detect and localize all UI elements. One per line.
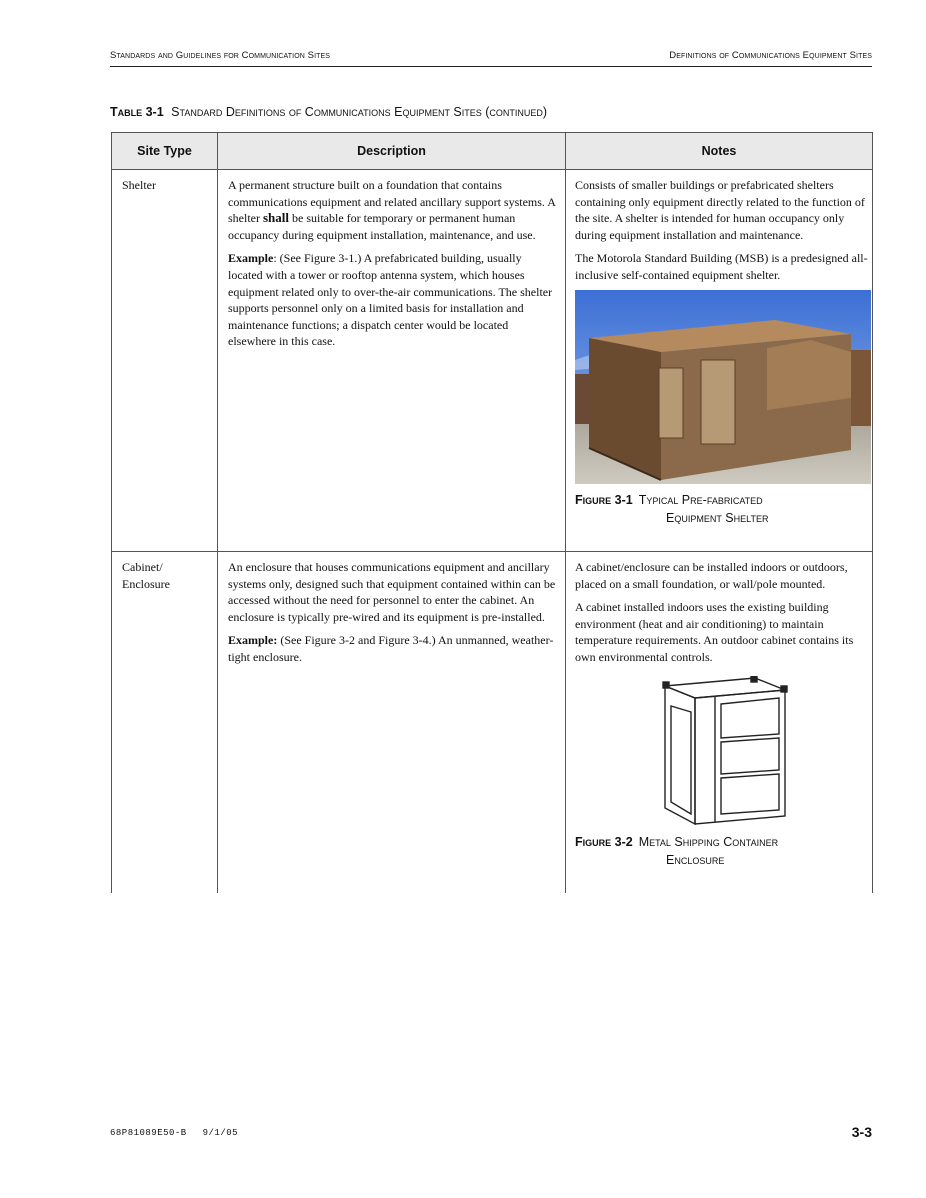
header-right-title: Definitions of Communications Equipment Sites <box>669 50 872 61</box>
figure-3-1-caption: Figure 3-1 Typical Pre-fabricated Equipment Shelter <box>575 492 769 526</box>
notes-cell <box>566 170 873 552</box>
document-footer <box>110 1128 248 1138</box>
table-title: Standard Definitions of Communications Equipment Sites (continued) <box>171 105 548 119</box>
document-id: 68P81089E50-B <box>110 1128 187 1138</box>
table-row-shelter <box>112 170 873 552</box>
equipment-shelter-photo <box>575 290 871 484</box>
column-header-notes: Notes <box>566 133 873 170</box>
site-type-cabinet: Cabinet/ <box>122 560 163 574</box>
shipping-container-drawing <box>659 676 789 826</box>
cabinet-example: Example: (See Figure 3-2 and Figure 3-4.) An unmanned, weather-tight enclosure. <box>228 633 554 664</box>
header-left-title: Standards and Guidelines for Communication Sites <box>110 50 331 61</box>
table-header-row <box>112 133 873 170</box>
shelter-note-2: The Motorola Standard Building (MSB) is a predesigned all-inclusive self-contained equipment shelter. <box>575 251 868 282</box>
cabinet-definition: An enclosure that houses communications equipment and ancillary systems only, designed such that equipment contained within can be accessed without the need for personnel to enter the cabinet. An enclosure is typically pre-wired and its equipment is pre-installed. <box>228 560 556 624</box>
site-type-cell <box>112 552 218 894</box>
shelter-definition: A permanent structure built on a foundation that contains communications equipment and related ancillary support systems. A shelter shall be suitable for temporary or permanent human occupancy during equipment installation, maintenance, and use. <box>228 178 556 242</box>
shelter-example: Example: (See Figure 3-1.) A prefabricated building, usually located with a tower or rooftop antenna system, which houses equipment related only to over-the-air communications. The shelter supports personnel only on a limited basis for installation and maintenance functions; a dispatch center would be located elsewhere in this case. <box>228 251 553 349</box>
description-cell <box>218 170 566 552</box>
shelter-note-1: Consists of smaller buildings or prefabricated shelters containing only equipment directly related to the function of the site. A shelter is intended for human occupancy only during equipment installation and maintenance. <box>575 178 865 242</box>
description-cell <box>218 552 566 894</box>
notes-cell <box>566 552 873 894</box>
table-number: Table 3-1 <box>110 105 164 119</box>
page-number: 3-3 <box>851 1124 872 1140</box>
site-definitions-table <box>111 132 873 893</box>
site-type-shelter: Shelter <box>122 178 156 192</box>
cabinet-note-2: A cabinet installed indoors uses the existing building environment (heat and air conditioning) to maintain temperature requirements. An outdoor cabinet contains its own environmental controls. <box>575 600 854 664</box>
document-date: 9/1/05 <box>202 1128 239 1138</box>
running-header <box>110 48 872 67</box>
figure-3-2-caption: Figure 3-2 Metal Shipping Container Enclosure <box>575 834 779 868</box>
column-header-description: Description <box>218 133 566 170</box>
site-type-cell <box>112 170 218 552</box>
table-caption <box>110 105 547 119</box>
cabinet-note-1: A cabinet/enclosure can be installed indoors or outdoors, placed on a small foundation, or wall/pole mounted. <box>575 560 848 591</box>
column-header-site-type: Site Type <box>112 133 218 170</box>
site-type-enclosure: Enclosure <box>122 576 170 591</box>
table-row-cabinet-enclosure <box>112 552 873 894</box>
